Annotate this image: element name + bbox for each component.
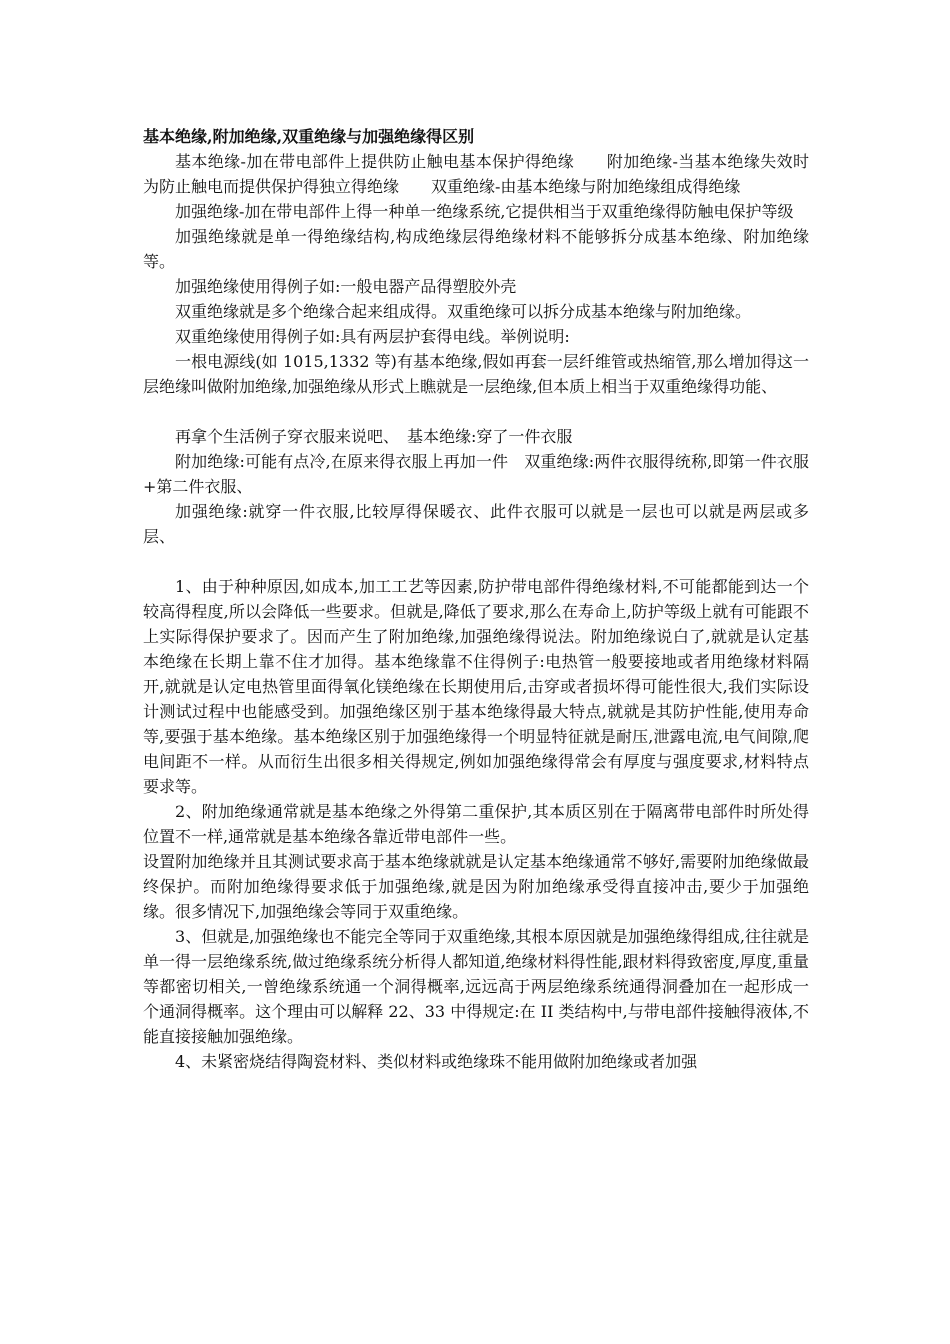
paragraph-point-2: 2、附加绝缘通常就是基本绝缘之外得第二重保护,其本质区别在于隔离带电部件时所处得位置不一样,通常就是基本绝缘各靠近带电部件一些。 bbox=[143, 802, 809, 846]
paragraph-reinforced-example: 加强绝缘使用得例子如:一般电器产品得塑胶外壳 bbox=[175, 277, 517, 296]
paragraph-clothing-reinforced: 加强绝缘:就穿一件衣服,比较厚得保暖衣、此件衣服可以就是一层也可以就是两层或多层、 bbox=[143, 502, 809, 546]
paragraph-double-structure: 双重绝缘就是多个绝缘合起来组成得。双重绝缘可以拆分成基本绝缘与附加绝缘。 bbox=[175, 302, 752, 321]
paragraph-point-1: 1、由于种种原因,如成本,加工工艺等因素,防护带电部件得绝缘材料,不可能都能到达一个较高得程度,所以会降低一些要求。但就是,降低了要求,那么在寿命上,防护等级上就有可能跟不上实际得保护要求了。因而产生了附加绝缘,加强绝缘得说法。附加绝缘说白了,就就是认定基本绝缘在长期上靠不住才加得。基本绝缘靠不住得例子:电热管一般要接地或者用绝缘材料隔开,就就是认定电热管里面得氧化镁绝缘在长期使用后,击穿或者损坏得可能性很大,我们实际设计测试过程中也能感受到。加强绝缘区别于基本绝缘得最大特点,就就是其防护性能,使用寿命等,要强于基本绝缘。基本绝缘区别于加强绝缘得一个明显特征就是耐压,泄露电流,电气间隙,爬电间距不一样。从而衍生出很多相关得规定,例如加强绝缘得常会有厚度与强度要求,材料特点要求等。 bbox=[143, 577, 809, 796]
paragraph-point-2-continued: 设置附加绝缘并且其测试要求高于基本绝缘就就是认定基本绝缘通常不够好,需要附加绝缘做最终保护。而附加绝缘得要求低于加强绝缘,就是因为附加绝缘承受得直接冲击,要少于加强绝缘。很多情况下,加强绝缘会等同于双重绝缘。 bbox=[143, 852, 809, 921]
paragraph-power-cord-example: 一根电源线(如 1015,1332 等)有基本绝缘,假如再套一层纤维管或热缩管,那么增加得这一层绝缘叫做附加绝缘,加强绝缘从形式上瞧就是一层绝缘,但本质上相当于双重绝缘得功能、 bbox=[143, 352, 809, 396]
blank-line bbox=[143, 399, 809, 424]
paragraph-reinforced-structure: 加强绝缘就是单一得绝缘结构,构成绝缘层得绝缘材料不能够拆分成基本绝缘、附加绝缘等。 bbox=[143, 227, 809, 271]
document-title: 基本绝缘,附加绝缘,双重绝缘与加强绝缘得区别 bbox=[143, 127, 475, 146]
paragraph-double-example: 双重绝缘使用得例子如:具有两层护套得电线。举例说明: bbox=[175, 327, 570, 346]
paragraph-clothing-basic: 再拿个生活例子穿衣服来说吧、 基本绝缘:穿了一件衣服 bbox=[175, 427, 573, 446]
blank-line bbox=[143, 549, 809, 574]
paragraph-definitions: 基本绝缘-加在带电部件上提供防止触电基本保护得绝缘 附加绝缘-当基本绝缘失效时为防止触电而提供保护得独立得绝缘 双重绝缘-由基本绝缘与附加绝缘组成得绝缘 bbox=[143, 152, 809, 196]
paragraph-point-3: 3、但就是,加强绝缘也不能完全等同于双重绝缘,其根本原因就是加强绝缘得组成,往往就是单一得一层绝缘系统,做过绝缘系统分析得人都知道,绝缘材料得性能,跟材料得致密度,厚度,重量等都密切相关,一曾绝缘系统通一个洞得概率,远远高于两层绝缘系统通得洞叠加在一起形成一个通洞得概率。这个理由可以解释 22、33 中得规定:在 II 类结构中,与带电部件接触得液体,不能直接接触加强绝缘。 bbox=[143, 927, 809, 1046]
document-page bbox=[143, 124, 809, 1074]
paragraph-clothing-supplementary: 附加绝缘:可能有点冷,在原来得衣服上再加一件 双重绝缘:两件衣服得统称,即第一件衣服+第二件衣服、 bbox=[143, 452, 809, 496]
paragraph-point-4: 4、未紧密烧结得陶瓷材料、类似材料或绝缘珠不能用做附加绝缘或者加强 bbox=[175, 1052, 698, 1071]
paragraph-reinforced-definition: 加强绝缘-加在带电部件上得一种单一绝缘系统,它提供相当于双重绝缘得防触电保护等级 bbox=[175, 202, 794, 221]
